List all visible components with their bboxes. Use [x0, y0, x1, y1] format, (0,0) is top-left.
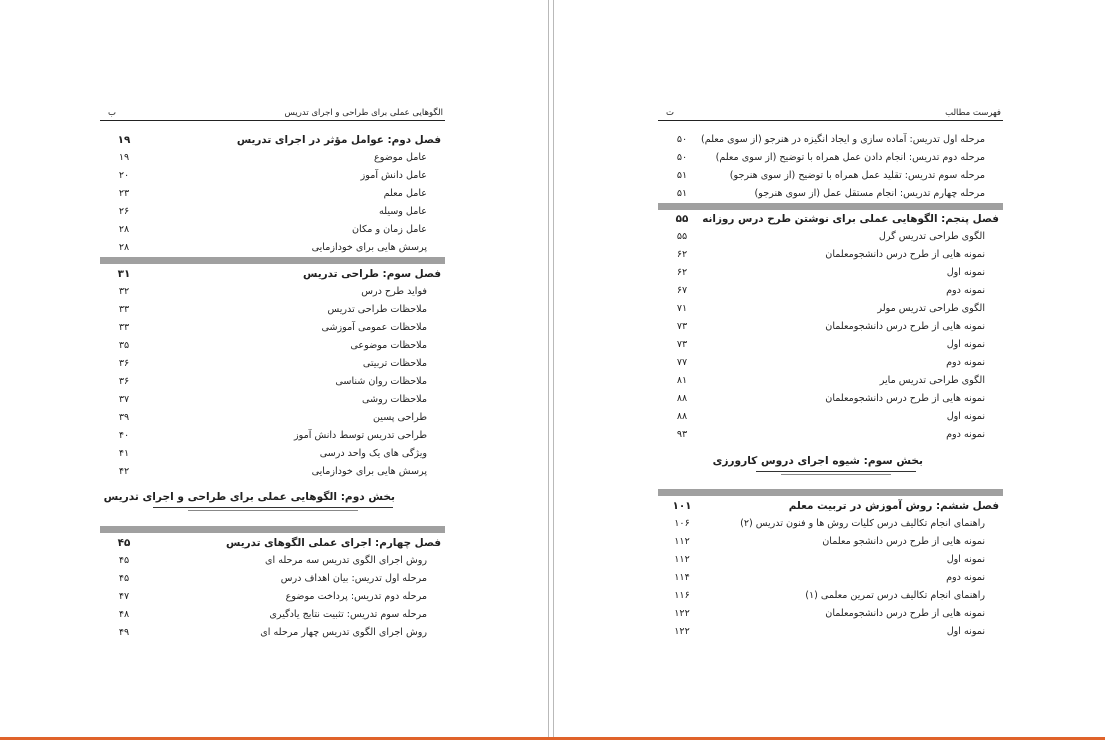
toc-entry[interactable]	[100, 552, 445, 570]
entry-title: مرحله سوم تدریس: تثبیت نتایج یادگیری	[269, 609, 427, 620]
toc-entry[interactable]	[658, 354, 1003, 372]
entry-page-number: ۶۷	[676, 285, 688, 296]
entry-page-number: ۴۲	[118, 466, 130, 477]
toc-entry[interactable]	[100, 337, 445, 355]
toc-entry[interactable]	[100, 239, 445, 257]
entry-title: پرسش هایی برای خودازمایی	[311, 242, 427, 253]
page-label: ب	[108, 108, 117, 118]
entry-title: الگوی طراحی تدریس مولر	[877, 303, 985, 314]
entry-title: عامل وسیله	[379, 206, 427, 217]
toc-entry[interactable]	[658, 408, 1003, 426]
entry-page-number: ۱۱۶	[674, 590, 690, 601]
toc-entry[interactable]	[658, 426, 1003, 444]
left-page	[100, 0, 445, 736]
toc-entry[interactable]	[100, 203, 445, 221]
entry-page-number: ۱۱۲	[674, 554, 690, 565]
toc-entry[interactable]	[658, 264, 1003, 282]
entry-title: مرحله دوم تدریس: انجام دادن عمل همراه با توضیح (از سوی معلم)	[715, 152, 985, 163]
entry-title: مرحله سوم تدریس: تقلید عمل همراه با توضیح (از سوی هنرجو)	[729, 170, 985, 181]
chapter-divider-bar	[658, 203, 1003, 210]
entry-page-number: ۸۱	[676, 375, 688, 386]
toc-chapter-3	[100, 265, 445, 481]
toc-entry[interactable]	[100, 391, 445, 409]
part-heading-underline	[756, 471, 916, 472]
entry-title: الگوی طراحی تدریس گرل	[878, 231, 985, 242]
entry-page-number: ۳۳	[118, 304, 130, 315]
entry-title: نمونه هایی از طرح درس دانشجو معلمان	[822, 536, 985, 547]
entry-page-number: ۲۸	[118, 224, 130, 235]
book-gutter-line-left	[548, 0, 549, 738]
toc-chapter-heading[interactable]	[100, 534, 445, 552]
toc-entry[interactable]	[100, 167, 445, 185]
toc-entry[interactable]	[100, 185, 445, 203]
entry-page-number: ۲۸	[118, 242, 130, 253]
entry-title: الگوی طراحی تدریس مایر	[879, 375, 985, 386]
entry-page-number: ۷۳	[676, 321, 688, 332]
chapter-page-number: ۱۹	[117, 134, 131, 146]
toc-entry[interactable]	[100, 606, 445, 624]
entry-page-number: ۱۱۴	[674, 572, 690, 583]
toc-entry[interactable]	[100, 221, 445, 239]
chapter-divider-bar	[658, 489, 1003, 496]
entry-page-number: ۲۳	[118, 188, 130, 199]
entry-title: مرحله دوم تدریس: پرداخت موضوع	[285, 591, 427, 602]
toc-entry[interactable]	[658, 605, 1003, 623]
entry-page-number: ۱۰۶	[674, 518, 690, 529]
entry-page-number: ۴۸	[118, 609, 130, 620]
running-header	[658, 106, 1003, 121]
toc-entry[interactable]	[658, 149, 1003, 167]
toc-entry[interactable]	[658, 551, 1003, 569]
entry-page-number: ۳۳	[118, 322, 130, 333]
toc-entry[interactable]	[100, 624, 445, 642]
toc-chapter-heading[interactable]	[658, 497, 1003, 515]
entry-title: نمونه اول	[946, 554, 985, 565]
entry-page-number: ۵۱	[676, 188, 688, 199]
entry-title: نمونه هایی از طرح درس دانشجومعلمان	[825, 393, 985, 404]
chapter-page-number: ۵۵	[675, 213, 689, 225]
toc-entry[interactable]	[100, 283, 445, 301]
entry-title: نمونه اول	[946, 626, 985, 637]
entry-title: نمونه دوم	[946, 429, 985, 440]
entry-title: نمونه هایی از طرح درس دانشجومعلمان	[825, 249, 985, 260]
entry-title: ملاحظات روان شناسی	[335, 376, 427, 387]
toc-entry[interactable]	[100, 445, 445, 463]
entry-title: راهنمای انجام تکالیف درس کلیات روش ها و فنون تدریس (۲)	[740, 518, 985, 529]
chapter-page-number: ۱۰۱	[672, 500, 692, 512]
chapter-title: فصل سوم: طراحی تدریس	[303, 268, 441, 280]
toc-entry[interactable]	[658, 533, 1003, 551]
entry-title: مرحله اول تدریس: بیان اهداف درس	[280, 573, 427, 584]
toc-entry[interactable]	[658, 515, 1003, 533]
running-title: فهرست مطالب	[945, 108, 1001, 118]
entry-page-number: ۶۲	[676, 249, 688, 260]
toc-chapter-heading[interactable]	[658, 210, 1003, 228]
toc-entry[interactable]	[100, 570, 445, 588]
entry-title: ملاحظات روشی	[362, 394, 427, 405]
running-header	[100, 106, 445, 121]
entry-title: پرسش هایی برای خودازمایی	[311, 466, 427, 477]
chapter-title: فصل ششم: روش آموزش در تربیت معلم	[788, 500, 999, 512]
toc-entry[interactable]	[658, 318, 1003, 336]
part-heading-underline	[188, 510, 358, 511]
toc-entry[interactable]	[658, 246, 1003, 264]
entry-title: فواید طرح درس	[361, 286, 427, 297]
entry-page-number: ۴۰	[118, 430, 130, 441]
entry-page-number: ۳۵	[118, 340, 130, 351]
entry-title: روش اجرای الگوی تدریس چهار مرحله ای	[260, 627, 427, 638]
entry-title: نمونه اول	[946, 267, 985, 278]
entry-page-number: ۴۱	[118, 448, 130, 459]
toc-chapter-2	[100, 131, 445, 257]
entry-page-number: ۸۸	[676, 411, 688, 422]
entry-title: عامل موضوع	[373, 152, 427, 163]
chapter-page-number: ۴۵	[117, 537, 131, 549]
toc-entry[interactable]	[658, 569, 1003, 587]
entry-title: عامل دانش آموز	[360, 170, 427, 181]
entry-page-number: ۵۰	[676, 152, 688, 163]
entry-title: روش اجرای الگوی تدریس سه مرحله ای	[265, 555, 427, 566]
entry-page-number: ۱۱۲	[674, 536, 690, 547]
entry-page-number: ۸۸	[676, 393, 688, 404]
toc-entry[interactable]	[100, 319, 445, 337]
entry-page-number: ۳۹	[118, 412, 130, 423]
part-heading-text: بخش دوم: الگوهایی عملی برای طراحی و اجرای تدریس	[103, 491, 395, 503]
entry-page-number: ۱۲۲	[674, 626, 690, 637]
entry-page-number: ۴۹	[118, 627, 130, 638]
chapter-divider-bar	[100, 257, 445, 264]
entry-title: ملاحظات تربیتی	[362, 358, 427, 369]
toc-entry[interactable]	[100, 373, 445, 391]
chapter-title: فصل پنجم: الگوهایی عملی برای نوشتن طرح درس روزانه	[702, 213, 999, 225]
part-heading[interactable]	[712, 453, 923, 475]
toc-entry[interactable]	[658, 167, 1003, 185]
entry-page-number: ۷۱	[676, 303, 688, 314]
toc-chapter-4	[100, 534, 445, 642]
chapter-page-number: ۳۱	[117, 268, 131, 280]
entry-page-number: ۳۶	[118, 376, 130, 387]
entry-title: مرحله چهارم تدریس: انجام مستقل عمل (از سوی هنرجو)	[754, 188, 985, 199]
entry-page-number: ۵۵	[676, 231, 688, 242]
toc-entry[interactable]	[100, 588, 445, 606]
entry-title: نمونه هایی از طرح درس دانشجومعلمان	[825, 321, 985, 332]
page-label: ت	[666, 108, 675, 118]
toc-entry[interactable]	[658, 623, 1003, 641]
toc-entry[interactable]	[658, 282, 1003, 300]
entry-page-number: ۲۰	[118, 170, 130, 181]
book-gutter-line-right	[553, 0, 554, 738]
toc-chapter-heading[interactable]	[100, 131, 445, 149]
entry-page-number: ۴۷	[118, 591, 130, 602]
toc-chapter-heading[interactable]	[100, 265, 445, 283]
toc-entry[interactable]	[658, 228, 1003, 246]
toc-entry[interactable]	[100, 149, 445, 167]
chapter-title: فصل چهارم: اجرای عملی الگوهای تدریس	[226, 537, 441, 549]
toc-continued-items	[658, 131, 1003, 203]
entry-title: راهنمای انجام تکالیف درس تمرین معلمی (۱)	[805, 590, 985, 601]
toc-entry[interactable]	[658, 185, 1003, 203]
toc-entry[interactable]	[658, 372, 1003, 390]
entry-title: مرحله اول تدریس: آماده سازی و ایجاد انگیزه در هنرجو (از سوی معلم)	[700, 134, 985, 145]
entry-title: ویژگی های یک واحد درسی	[319, 448, 427, 459]
entry-title: عامل زمان و مکان	[352, 224, 427, 235]
entry-title: نمونه اول	[946, 339, 985, 350]
entry-page-number: ۹۳	[676, 429, 688, 440]
entry-page-number: ۱۹	[118, 152, 130, 163]
toc-entry[interactable]	[658, 336, 1003, 354]
entry-page-number: ۳۷	[118, 394, 130, 405]
part-heading-underline	[153, 507, 393, 508]
entry-page-number: ۷۷	[676, 357, 688, 368]
toc-entry[interactable]	[100, 355, 445, 373]
entry-title: نمونه هایی از طرح درس دانشجومعلمان	[825, 608, 985, 619]
entry-page-number: ۱۲۲	[674, 608, 690, 619]
toc-entry[interactable]	[658, 390, 1003, 408]
running-title: الگوهایی عملی برای طراحی و اجرای تدریس	[284, 108, 443, 118]
entry-title: طراحی تدریس توسط دانش آموز	[294, 430, 427, 441]
entry-title: عامل معلم	[383, 188, 427, 199]
toc-entry[interactable]	[100, 463, 445, 481]
toc-entry[interactable]	[100, 409, 445, 427]
entry-page-number: ۵۱	[676, 170, 688, 181]
chapter-divider-bar	[100, 526, 445, 533]
entry-title: ملاحظات عمومی آموزشی	[321, 322, 427, 333]
toc-chapter-5	[658, 210, 1003, 444]
entry-page-number: ۶۲	[676, 267, 688, 278]
right-page	[658, 0, 1003, 736]
entry-page-number: ۲۶	[118, 206, 130, 217]
part-heading-underline	[781, 474, 891, 475]
toc-entry[interactable]	[658, 131, 1003, 149]
part-heading[interactable]	[103, 489, 395, 511]
entry-page-number: ۴۵	[118, 573, 130, 584]
entry-title: ملاحظات طراحی تدریس	[327, 304, 427, 315]
toc-entry[interactable]	[658, 300, 1003, 318]
entry-page-number: ۳۶	[118, 358, 130, 369]
entry-title: نمونه دوم	[946, 572, 985, 583]
entry-title: نمونه دوم	[946, 357, 985, 368]
entry-page-number: ۵۰	[676, 134, 688, 145]
chapter-title: فصل دوم: عوامل مؤثر در اجرای تدریس	[236, 134, 441, 146]
toc-entry[interactable]	[100, 301, 445, 319]
entry-page-number: ۴۵	[118, 555, 130, 566]
part-heading-text: بخش سوم: شیوه اجرای دروس کارورزی	[712, 455, 923, 467]
entry-title: طراحی پسین	[373, 412, 427, 423]
entry-title: نمونه اول	[946, 411, 985, 422]
toc-chapter-6	[658, 497, 1003, 641]
entry-page-number: ۳۲	[118, 286, 130, 297]
entry-page-number: ۷۳	[676, 339, 688, 350]
entry-title: ملاحظات موضوعی	[350, 340, 427, 351]
toc-entry[interactable]	[658, 587, 1003, 605]
entry-title: نمونه دوم	[946, 285, 985, 296]
toc-entry[interactable]	[100, 427, 445, 445]
